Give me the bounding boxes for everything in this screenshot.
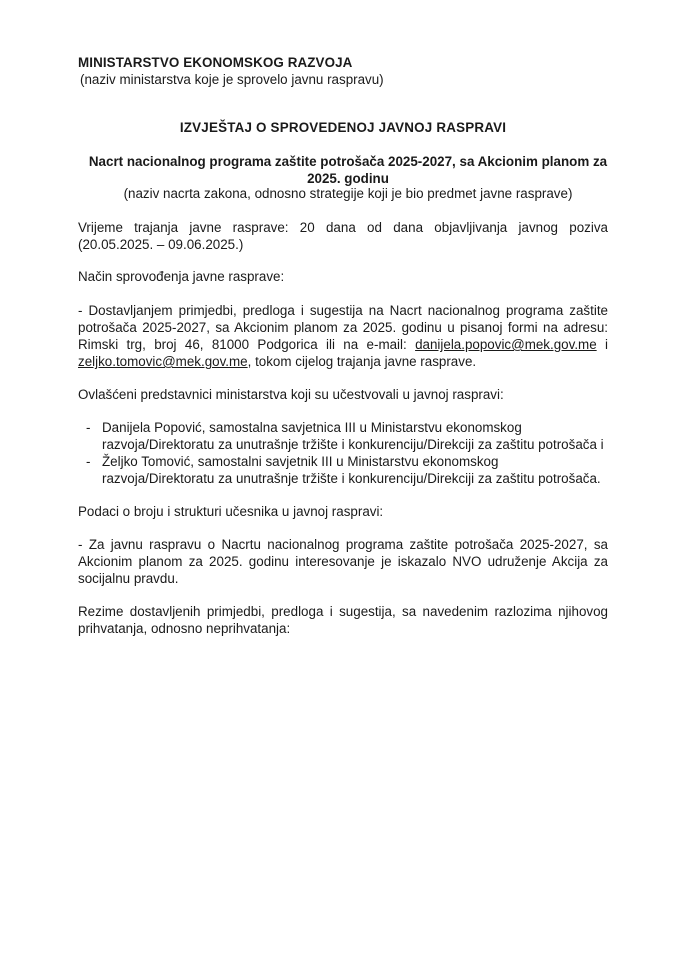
draft-title: Nacrt nacionalnog programa zaštite potrošača 2025-2027, sa Akcionim planom za 2025. godinu <box>88 154 608 186</box>
list-item <box>78 453 608 487</box>
method-connector: i <box>605 337 608 352</box>
list-item <box>78 419 608 453</box>
email-link-tomovic[interactable]: zeljko.tomovic@mek.gov.me <box>78 354 248 369</box>
representative-text: Željko Tomović, samostalni savjetnik III u Ministarstvu ekonomskog razvoja/Direktoratu za unutrašnje tržište i konkurenciju/Direkciji za zaštitu potrošača. <box>102 454 601 486</box>
representatives-list <box>78 419 608 487</box>
email-link-popovic[interactable]: danijela.popovic@mek.gov.me <box>415 337 597 352</box>
method-label: Način sprovođenja javne rasprave: <box>78 269 285 284</box>
method-text-before: - Dostavljanjem primjedbi, predloga i sugestija na Nacrt nacionalnog programa zaštite potrošača 2025-2027, sa Akcionim planom za 2025. godinu u pisanoj formi na adresu: Rimski trg, broj 46, 81000 Podgorica ili na e-mail: <box>78 303 608 352</box>
ministry-name: MINISTARSTVO EKONOMSKOG RAZVOJA <box>78 55 353 70</box>
draft-note: (naziv nacrta zakona, odnosno strategije koji je bio predmet javne rasprave) <box>123 186 573 201</box>
bullet-dash: - <box>86 454 91 469</box>
duration-paragraph: Vrijeme trajanja javne rasprave: 20 dana od dana objavljivanja javnog poziva (20.05.2025. – 09.06.2025.) <box>78 220 608 252</box>
representatives-label: Ovlašćeni predstavnici ministarstva koji su učestvovali u javnoj raspravi: <box>78 387 504 402</box>
method-text-after: , tokom cijelog trajanja javne rasprave. <box>247 354 477 369</box>
ministry-header <box>78 54 618 88</box>
report-title: IZVJEŠTAJ O SPROVEDENOJ JAVNOJ RASPRAVI <box>179 120 507 135</box>
summary-label: Rezime dostavljenih primjedbi, predloga i sugestija, sa navedenim razlozima njihovog prihvatanja, odnosno neprihvatanja: <box>78 604 608 636</box>
participants-label: Podaci o broju i strukturi učesnika u javnoj raspravi: <box>78 504 384 519</box>
participants-paragraph: - Za javnu raspravu o Nacrtu nacionalnog programa zaštite potrošača 2025-2027, sa Akcionim planom za 2025. godinu interesovanje je iskazalo NVO udruženje Akcija za socijalnu pravdu. <box>78 537 608 586</box>
method-paragraph <box>78 302 608 370</box>
representative-text: Danijela Popović, samostalna savjetnica III u Ministarstvu ekonomskog razvoja/Direktoratu za unutrašnje tržište i konkurenciju/Direkciji za zaštitu potrošača i <box>102 420 604 452</box>
bullet-dash: - <box>86 420 91 435</box>
ministry-note: (naziv ministarstva koje je sprovelo javnu raspravu) <box>80 72 384 87</box>
